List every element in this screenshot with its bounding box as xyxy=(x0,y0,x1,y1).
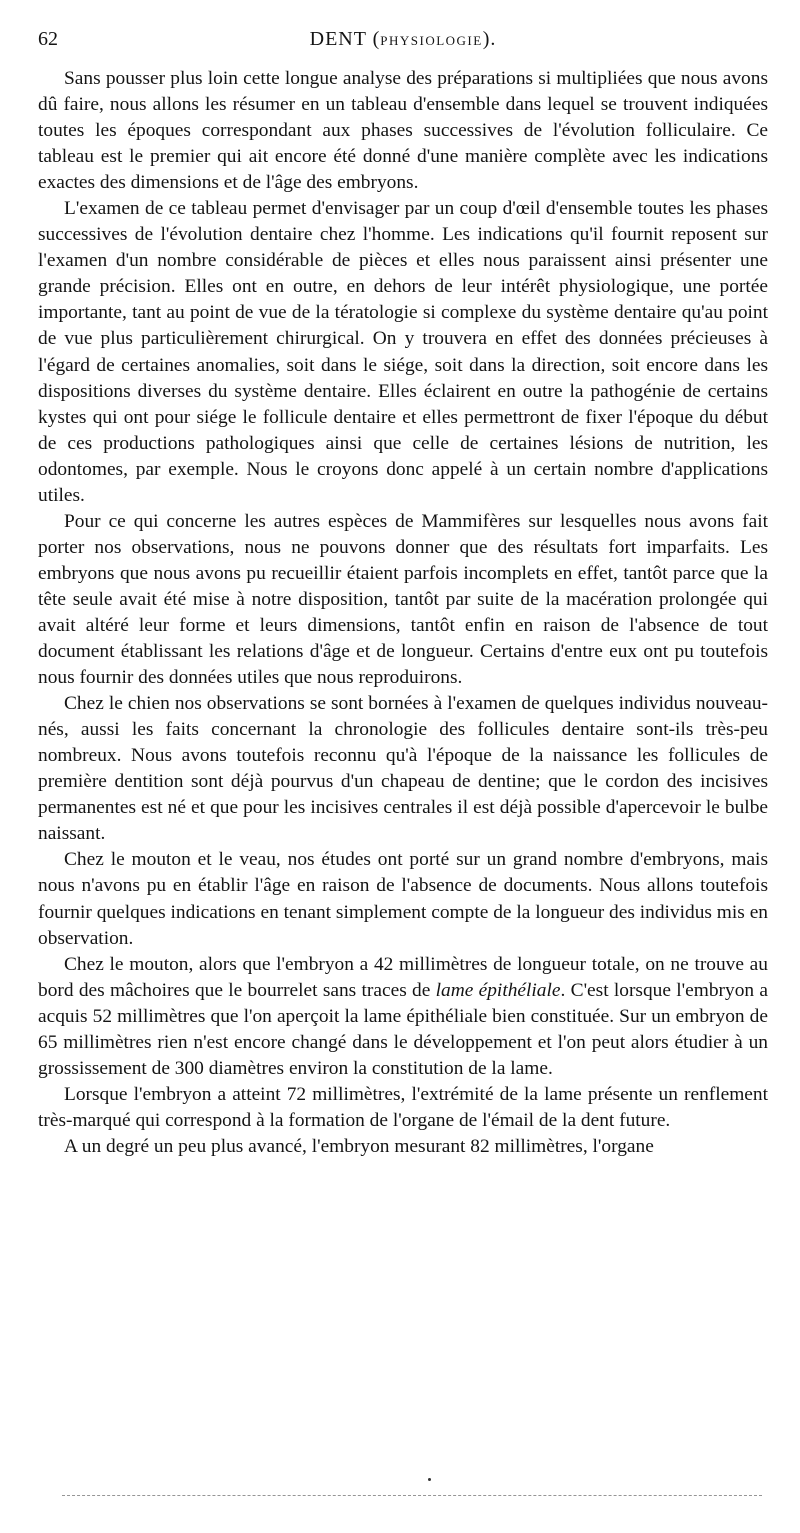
body-text xyxy=(38,66,768,1160)
paragraph: Lorsque l'embryon a atteint 72 millimètres, l'extrémité de la lame présente un renflement très-marqué qui correspond à la formation de l'organe de l'émail de la dent future. xyxy=(38,1083,768,1131)
paragraph: Pour ce qui concerne les autres espèces de Mammifères sur lesquelles nous avons fait porter nos observations, nous ne pouvons donner que des résultats fort imparfaits. Les embryons que nous avons pu recueillir étaient parfois incomplets en effet, tantôt parce que la tête seule avait été mise à notre disposition, tantôt par suite de la macération prolongée qui avait altéré leur forme et leurs dimensions, tantôt enfin en raison de l'absence de tout document établissant les relations d'âge et de longueur. Certains d'entre eux ont pu toutefois nous fournir des données utiles que nous reproduirons. xyxy=(38,510,768,689)
paragraph: Chez le mouton et le veau, nos études ont porté sur un grand nombre d'embryons, mais nous n'avons pu en établir l'âge en raison de l'absence de documents. Nous allons toutefois fournir quelques indications en tenant simplement compte de la longueur des individus mis en observation. xyxy=(38,849,768,949)
paragraph-text: Chez le mouton, alors que l'embryon a 42 millimètres de longueur totale, on ne trouve au bord des mâchoires que le bourrelet sans traces de xyxy=(38,953,768,1001)
page-number: 62 xyxy=(38,28,58,50)
paragraph: Chez le chien nos observations se sont bornées à l'examen de quelques individus nouveau-nés, aussi les faits concernant la chronologie des follicules dentaire sont-ils très-peu nombreux. Nous avons toutefois reconnu qu'à l'époque de la naissance les follicules de première dentition sont déjà pourvus d'un chapeau de dentine; que le cordon des incisives permanentes est né et que pour les incisives centrales il est déjà possible d'apercevoir le bulbe naissant. xyxy=(38,693,768,845)
paragraph: A un degré un peu plus avancé, l'embryon mesurant 82 millimètres, l'organe xyxy=(64,1135,654,1157)
running-head-main: DENT ( xyxy=(309,28,381,50)
paragraph: L'examen de ce tableau permet d'envisager par un coup d'œil d'ensemble toutes les phases successives de l'évolution dentaire chez l'homme. Les indications qu'il fournit reposent sur l'examen d'un nombre considérable de pièces et elles nous paraissent ainsi présenter une grande précision. Elles ont en outre, en dehors de leur intérêt physiologique, une portée importante, tant au point de vue de la tératologie si complexe du système dentaire qu'au point de vue plus particulièrement chirurgical. On y trouvera en effet des données précieuses à l'égard de certaines anomalies, soit dans le siége, soit dans la direction, soit encore dans les dispositions diverses du système dentaire. Elles éclairent en outre la pathogénie de certains kystes qui ont pour siége le follicule dentaire et elles permettront de fixer l'époque du début de ces productions pathologiques ainsi que celle de certaines lésions de nutrition, les odontomes, par exemple. Nous le croyons donc appelé à un certain nombre d'applications utiles. xyxy=(38,198,768,506)
italic-term: lame épithéliale xyxy=(435,979,561,1001)
running-head xyxy=(38,28,768,51)
running-head-small-caps: PHYSIOLOGIE xyxy=(380,33,483,48)
footer-mark xyxy=(428,1478,431,1481)
paragraph: Sans pousser plus loin cette longue analyse des préparations si multipliées que nous avons dû faire, nous allons les résumer en un tableau d'ensemble dans lequel se trouvent indiquées toutes les époques correspondant aux phases successives de l'évolution folliculaire. Ce tableau est le premier qui ait encore été donné d'une manière complète avec les indications exactes des dimensions et de l'âge des embryons. xyxy=(38,68,768,194)
paragraph xyxy=(38,952,768,1082)
paragraph-text: . C'est lorsque l'embryon a acquis 52 millimètres que l'on aperçoit la lame épithéliale bien constituée. Sur un embryon de 65 millimètres rien n'est encore changé dans le développement et l'on peut alors étudier à un grossissement de 300 diamètres environ la constitution de la lame. xyxy=(38,979,768,1079)
running-head-end: ). xyxy=(482,28,497,50)
footer-rule xyxy=(62,1495,762,1496)
page-header xyxy=(38,28,768,58)
